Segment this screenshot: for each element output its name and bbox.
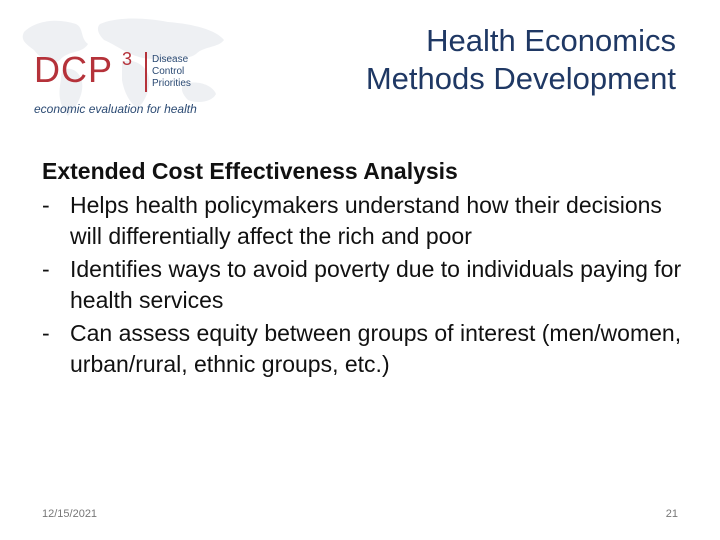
- logo-subtitle: [152, 54, 191, 90]
- slide-body: [42, 156, 682, 382]
- page-number: 21: [665, 508, 678, 520]
- dcp3-logo: [18, 14, 228, 124]
- bullet-text: Helps health policymakers understand how their decisions will differentially affect the rich and poor: [70, 192, 662, 249]
- slide-title: [366, 22, 676, 98]
- logo-divider: [145, 52, 147, 92]
- logo-superscript: 3: [122, 49, 133, 69]
- logo-mark-text: DCP: [34, 49, 114, 90]
- section-heading: Extended Cost Effectiveness Analysis: [42, 158, 458, 184]
- slide-title-line: Methods Development: [365, 61, 676, 96]
- bullet-item: [42, 190, 682, 252]
- slide-title-line: Health Economics: [426, 23, 676, 58]
- logo-subtitle-line: Priorities: [152, 78, 191, 89]
- bullet-marker: -: [42, 320, 50, 346]
- bullet-marker: -: [42, 256, 50, 282]
- bullet-item: [42, 318, 682, 380]
- logo-subtitle-line: Control: [152, 66, 185, 77]
- bullet-text: Can assess equity between groups of interest (men/women, urban/rural, ethnic groups, etc.): [70, 320, 682, 377]
- bullet-item: [42, 254, 682, 316]
- logo-tagline: economic evaluation for health: [34, 102, 197, 116]
- footer-date: 12/15/2021: [42, 508, 98, 520]
- bullet-marker: -: [42, 192, 50, 218]
- logo-subtitle-line: Disease: [152, 54, 189, 65]
- bullet-text: Identifies ways to avoid poverty due to individuals paying for health services: [70, 256, 682, 313]
